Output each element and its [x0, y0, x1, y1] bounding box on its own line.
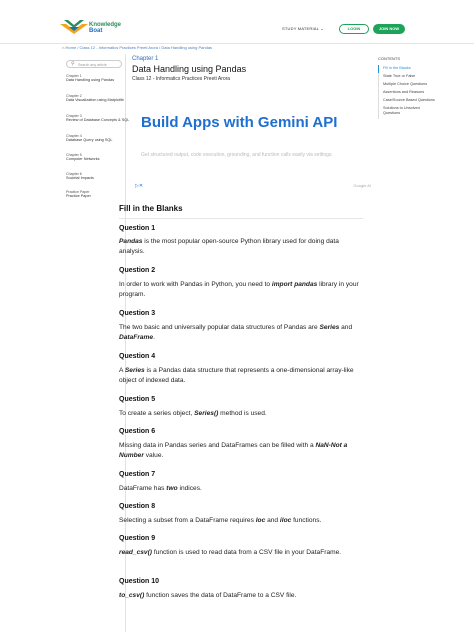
search-icon: ⚲ — [71, 61, 75, 67]
question-answer: DataFrame has two indices. — [119, 485, 202, 492]
knowledgeboat-logo-icon[interactable] — [60, 20, 88, 36]
top-navbar — [0, 0, 474, 44]
ad-subtitle: Get structured output, code execution, grounding, and function calls easily via settings. — [141, 152, 333, 158]
breadcrumb-text[interactable]: Home / Class 12 - Informatics Practices Preeti Arora / Data Handling using Pandas — [65, 45, 213, 50]
question-answer: In order to work with Pandas in Python, you need to import pandas library in your program. — [119, 281, 359, 299]
toc-track — [378, 65, 379, 119]
sidebar-chapter-title: Database Query using SQL — [66, 138, 113, 143]
sidebar-chapter-number: Chapter 6 — [66, 172, 82, 176]
question-heading: Question 5 — [119, 396, 156, 403]
study-material-menu[interactable]: STUDY MATERIAL ⌄ — [282, 26, 324, 31]
toc-item-mcq[interactable]: Multiple Choice Questions — [383, 82, 428, 86]
sidebar-chapter-title: Practice Paper — [66, 194, 91, 199]
login-button[interactable]: LOGIN — [339, 24, 369, 34]
question-heading: Question 1 — [119, 225, 156, 232]
question-heading: Question 9 — [119, 535, 156, 542]
sidebar-chapter-number: Practice Paper — [66, 190, 90, 194]
question-answer: read_csv() function is used to read data from a CSV file in your DataFrame. — [119, 549, 342, 556]
sidebar-search-input[interactable] — [66, 60, 122, 68]
toc-item-assertions[interactable]: Assertions and Reasons — [383, 90, 425, 94]
question-heading: Question 10 — [119, 578, 160, 585]
question-heading: Question 8 — [119, 503, 156, 510]
question-answer: The two basic and universally popular data structures of Pandas are Series and DataFrame. — [119, 324, 353, 342]
sidebar-chapter-number: Chapter 5 — [66, 153, 82, 157]
breadcrumb — [62, 45, 212, 50]
toc-heading: CONTENTS — [378, 56, 400, 61]
section-divider — [119, 218, 363, 219]
toc-item-unsolved[interactable]: Solutions to Unsolved — [383, 106, 420, 110]
sidebar-chapter-title: Data Visualization using Matplotlib — [66, 98, 124, 103]
advertisement-banner[interactable] — [135, 100, 371, 188]
question-heading: Question 2 — [119, 267, 156, 274]
question-heading: Question 7 — [119, 471, 156, 478]
toc-item-fill-in-the-blanks[interactable]: Fill in the Blanks — [383, 66, 411, 70]
home-icon[interactable]: ⌂ — [62, 45, 65, 50]
sidebar-item-chapter-5[interactable] — [66, 153, 126, 162]
question-answer: To create a series object, Series() method is used. — [119, 410, 267, 417]
sidebar-chapter-number: Chapter 4 — [66, 134, 82, 138]
search-placeholder: Search any article — [78, 63, 107, 67]
sidebar-item-chapter-3[interactable] — [66, 114, 130, 123]
question-heading: Question 4 — [119, 353, 156, 360]
sidebar-item-chapter-4[interactable] — [66, 134, 126, 143]
sidebar-item-chapter-2[interactable] — [66, 94, 126, 103]
page-title: Data Handling using Pandas — [132, 64, 247, 74]
sidebar-chapter-number: Chapter 2 — [66, 94, 82, 98]
brand-line-2: Boat — [89, 28, 103, 34]
toc-item-unsolved-cont[interactable]: Questions — [383, 111, 401, 115]
sidebar-item-practice-paper[interactable] — [66, 190, 126, 199]
sidebar-chapter-title: Review of Database Concepts & SQL — [66, 118, 130, 123]
question-answer: Missing data in Pandas series and DataFrames can be filled with a NaN-Not a Number value. — [119, 442, 348, 460]
sidebar-item-chapter-6[interactable] — [66, 172, 126, 181]
sidebar-chapter-number: Chapter 1 — [66, 74, 82, 78]
sidebar-chapter-title: Data Handling using Pandas — [66, 78, 115, 83]
question-answer: Pandas is the most popular open-source Python library used for doing data analysis. — [119, 238, 339, 256]
sidebar-chapter-title: Computer Networks — [66, 157, 100, 162]
sidebar-item-chapter-1[interactable] — [66, 74, 126, 83]
question-answer: Selecting a subset from a DataFrame requires loc and iloc functions. — [119, 517, 322, 524]
question-heading: Question 6 — [119, 428, 156, 435]
ad-title[interactable]: Build Apps with Gemini API — [141, 114, 338, 131]
question-answer: A Series is a Pandas data structure that represents a one-dimensional array-like object of indexed data. — [119, 367, 354, 385]
toc-item-true-false[interactable]: State True or False — [383, 74, 416, 78]
brand-line-1: Knowledge — [89, 22, 122, 28]
ad-close-icon[interactable]: ▷✕ — [135, 183, 144, 189]
chapter-label: Chapter 1 — [132, 56, 159, 62]
section-heading: Fill in the Blanks — [119, 204, 183, 213]
ad-provider-label: Google AI — [353, 183, 371, 188]
toc-active-indicator — [378, 65, 379, 73]
join-now-button[interactable]: JOIN NOW — [373, 24, 405, 34]
sidebar-chapter-title: Societal Impacts — [66, 176, 94, 181]
page-subtitle: Class 12 - Informatics Practices Preeti Arora — [132, 76, 231, 82]
brand-name[interactable] — [89, 22, 121, 34]
question-answer: to_csv() function saves the data of DataFrame to a CSV file. — [119, 592, 297, 599]
question-heading: Question 3 — [119, 310, 156, 317]
toc-item-case-based[interactable]: Case/Source Based Questions — [383, 98, 435, 102]
sidebar-chapter-number: Chapter 3 — [66, 114, 82, 118]
chapter-sidebar — [62, 54, 130, 632]
